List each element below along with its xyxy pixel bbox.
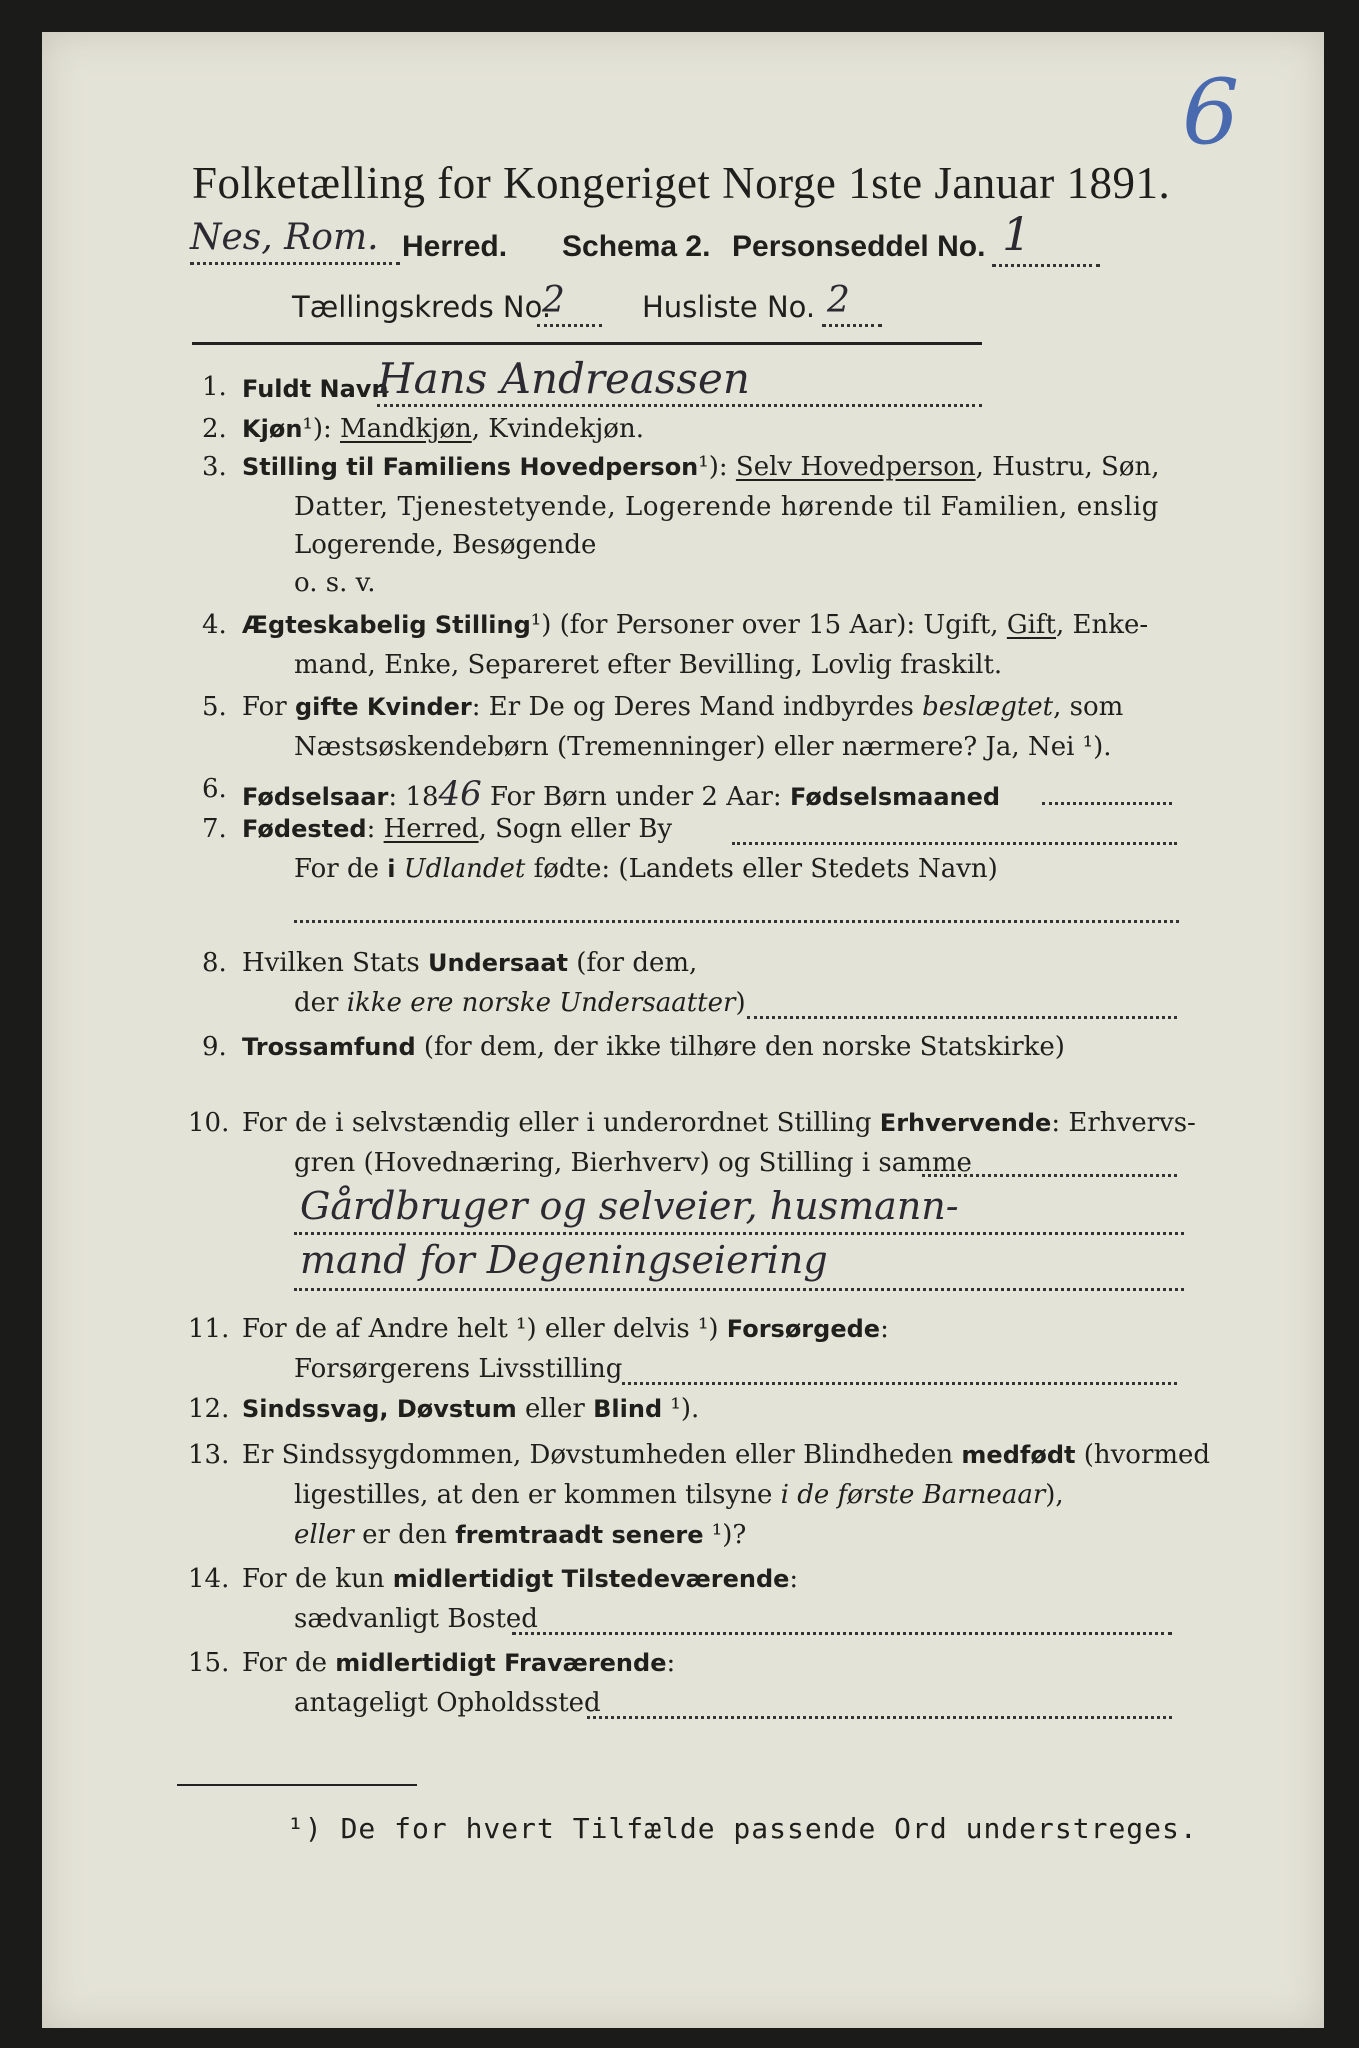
herred-dotted-line — [190, 262, 400, 265]
q7-label: Fødested — [242, 815, 367, 843]
q13-line3b: er den — [353, 1520, 456, 1550]
q14-line — [512, 1632, 1172, 1635]
q5-rest: : Er De og Deres Mand indbyrdes — [471, 692, 923, 722]
kreds-dotted-line — [537, 324, 602, 327]
q13-pre: Er Sindssygdommen, Døvstumheden eller Blindheden — [242, 1440, 962, 1470]
q6-answer: 46 — [438, 774, 482, 814]
q8-line — [747, 1016, 1177, 1019]
q10-rest: : Erhvervs- — [1051, 1108, 1196, 1138]
q9-label: Trossamfund — [242, 1033, 416, 1061]
q8-label: Undersaat — [427, 949, 568, 977]
q14-label: midlertidigt Tilstedeværende — [392, 1565, 790, 1593]
q12-number: 12. — [188, 1394, 230, 1424]
q2-label: Kjøn — [242, 415, 303, 443]
q10-answer-line1: Gårdbruger og selveier, husmann- — [300, 1184, 959, 1228]
q12-label2: Blind — [593, 1395, 663, 1423]
form-title: Folketælling for Kongeriget Norge 1ste Januar 1891. — [192, 158, 1171, 208]
q7-line2 — [294, 854, 998, 884]
q6-pre: : 18 — [388, 782, 439, 812]
q3-label: Stilling til Familiens Hovedperson — [242, 453, 699, 481]
q11-label: Forsørgede — [726, 1315, 881, 1343]
q3-rest: , Hustru, Søn, — [975, 452, 1160, 482]
q15-rest: : — [666, 1648, 676, 1678]
q2-text — [242, 414, 644, 444]
husliste-number: 2 — [827, 280, 850, 321]
q7-line — [732, 842, 1177, 845]
q11-line — [622, 1382, 1177, 1385]
q2-sup: ¹) — [302, 414, 323, 444]
q10-line2: gren (Hovednæring, Bierhverv) og Stilling i samme — [294, 1148, 972, 1178]
q10-answer-line2-rule — [294, 1288, 1184, 1291]
q5-pre: For — [242, 692, 295, 722]
q1-answer: Hans Andreassen — [377, 354, 750, 403]
q9-text — [242, 1032, 1065, 1062]
q14-number: 14. — [188, 1564, 230, 1594]
q10-number: 10. — [188, 1108, 230, 1138]
q5-line2: Næstsøskendebørn (Tremenninger) eller nærmere? Ja, Nei ¹). — [294, 732, 1112, 762]
q6-label: Fødselsaar — [242, 783, 389, 811]
q12-label: Sindssvag, Døvstum — [242, 1395, 517, 1423]
q7-line2a: For de — [294, 854, 388, 884]
q10-text — [242, 1108, 1196, 1138]
q3-pre: : — [718, 452, 736, 482]
q5-emphasis: beslægtet — [922, 692, 1054, 722]
q14-pre: For de kun — [242, 1564, 393, 1594]
q13-label: medfødt — [961, 1441, 1076, 1469]
q4-number: 4. — [202, 610, 227, 640]
q10-pre: For de i selvstændig eller i underordnet Stilling — [242, 1108, 880, 1138]
q10-label: Erhvervende — [879, 1109, 1052, 1137]
q11-text — [242, 1314, 889, 1344]
husliste-label: Husliste No. — [642, 290, 816, 324]
q7-line2d: fødte: (Landets eller Stedets Navn) — [525, 854, 998, 884]
q12-rest: eller — [516, 1394, 594, 1424]
q2-selected-option: Mandkjøn — [340, 414, 472, 444]
q10-answer-line1-rule — [294, 1232, 1184, 1235]
q7-text — [242, 814, 672, 844]
q4-selected-option: Gift — [1006, 610, 1056, 640]
personseddel-dotted-line — [992, 264, 1100, 267]
footnote-divider — [177, 1784, 417, 1786]
husliste-dotted-line — [822, 324, 882, 327]
header-divider — [192, 342, 982, 345]
schema-label: Schema 2. — [562, 230, 711, 263]
q5-rest2: , som — [1053, 692, 1124, 722]
q10-line — [922, 1174, 1177, 1177]
q7-line2c: Udlandet — [395, 854, 526, 884]
q7-rest: , Sogn eller By — [478, 814, 673, 844]
q1-line — [377, 404, 982, 407]
q13-line3d: ¹)? — [703, 1520, 747, 1550]
q12-rest2: ¹). — [662, 1394, 700, 1424]
q13-line3c: fremtraadt senere — [455, 1521, 704, 1549]
q7-number: 7. — [202, 814, 227, 844]
q15-text — [242, 1648, 675, 1678]
q7-abroad-line — [294, 920, 1179, 923]
q6-line — [1042, 802, 1172, 805]
q14-line2: sædvanligt Bosted — [294, 1604, 538, 1634]
q14-rest: : — [789, 1564, 799, 1594]
q12-text — [242, 1394, 699, 1424]
herred-handwritten: Nes, Rom. — [190, 217, 379, 258]
q15-pre: For de — [242, 1648, 336, 1678]
q3-text — [242, 452, 1160, 482]
kreds-number: 2 — [542, 280, 565, 321]
q8-line2c: ) — [735, 988, 746, 1018]
q3-number: 3. — [202, 452, 227, 482]
q3-line4: o. s. v. — [294, 568, 376, 598]
q4-pre: (for Personer over 15 Aar): Ugift, — [551, 610, 1007, 640]
q10-answer-line2: mand for Degeningseiering — [300, 1238, 828, 1282]
q13-line2b: i de første Barneaar — [780, 1480, 1046, 1510]
q15-label: midlertidigt Fraværende — [335, 1649, 667, 1677]
q11-rest: : — [880, 1314, 889, 1344]
q4-rest: , Enke- — [1056, 610, 1149, 640]
census-form-page — [42, 32, 1324, 2028]
q15-number: 15. — [188, 1648, 230, 1678]
q13-line3 — [294, 1520, 746, 1550]
q8-line2a: der — [294, 988, 347, 1018]
q5-label: gifte Kvinder — [294, 693, 472, 721]
q8-pre: Hvilken Stats — [242, 948, 428, 978]
q6-number: 6. — [202, 774, 227, 804]
q13-line2c: ), — [1045, 1480, 1064, 1510]
q5-number: 5. — [202, 692, 227, 722]
q3-selected-option: Selv Hovedperson — [735, 452, 976, 482]
footnote: ¹) De for hvert Tilfælde passende Ord understreges. — [287, 1812, 1198, 1845]
q4-text — [242, 610, 1148, 640]
q2-pre: : — [322, 414, 341, 444]
q13-line3a: eller — [294, 1520, 354, 1550]
q8-rest: (for dem, — [567, 948, 698, 978]
q1-number: 1. — [202, 372, 227, 402]
q3-sup: ¹) — [698, 452, 719, 482]
q8-number: 8. — [202, 948, 227, 978]
q11-number: 11. — [188, 1314, 230, 1344]
q13-line2a: ligestilles, at den er kommen tilsyne — [294, 1480, 781, 1510]
q6-label2: Fødselsmaaned — [789, 783, 1001, 811]
q7-selected-option: Herred — [383, 814, 479, 844]
q7-line2b: i — [387, 855, 396, 883]
q3-line2: Datter, Tjenestetyende, Logerende hørende til Familien, enslig — [294, 492, 1160, 522]
q8-line2 — [294, 988, 746, 1018]
q6-text — [242, 774, 1000, 814]
personseddel-label: Personseddel No. — [732, 230, 986, 263]
kreds-label: Tællingskreds No. — [292, 290, 552, 324]
q15-line — [587, 1716, 1172, 1719]
q6-rest: For Børn under 2 Aar: — [481, 782, 790, 812]
q4-sup: ¹) — [530, 610, 552, 640]
q2-rest: , Kvindekjøn. — [471, 414, 644, 444]
q8-text — [242, 948, 697, 978]
q11-pre: For de af Andre helt ¹) eller delvis ¹) — [242, 1314, 727, 1344]
q13-text — [242, 1440, 1210, 1470]
q4-line2: mand, Enke, Separeret efter Bevilling, Lovlig fraskilt. — [294, 650, 1003, 680]
q1-label: Fuldt Navn — [242, 375, 389, 403]
q15-line2: antageligt Opholdssted — [294, 1688, 601, 1718]
q9-rest: (for dem, der ikke tilhøre den norske Statskirke) — [415, 1032, 1065, 1062]
q9-number: 9. — [202, 1032, 227, 1062]
q13-number: 13. — [188, 1440, 230, 1470]
q2-number: 2. — [202, 414, 227, 444]
personseddel-number: 1 — [1002, 207, 1032, 261]
q11-line2: Forsørgerens Livsstilling — [294, 1354, 623, 1384]
q3-line3: Logerende, Besøgende — [294, 530, 597, 560]
q14-text — [242, 1564, 798, 1594]
q8-line2b: ikke ere norske Undersaatter — [346, 988, 736, 1018]
q13-rest: (hvormed — [1075, 1440, 1211, 1470]
herred-label: Herred. — [402, 230, 508, 263]
q5-text — [242, 692, 1123, 722]
q7-pre: : — [366, 814, 384, 844]
q4-label: Ægteskabelig Stilling — [242, 611, 531, 639]
page-number-mark: 6 — [1182, 60, 1240, 165]
q13-line2 — [294, 1480, 1064, 1510]
